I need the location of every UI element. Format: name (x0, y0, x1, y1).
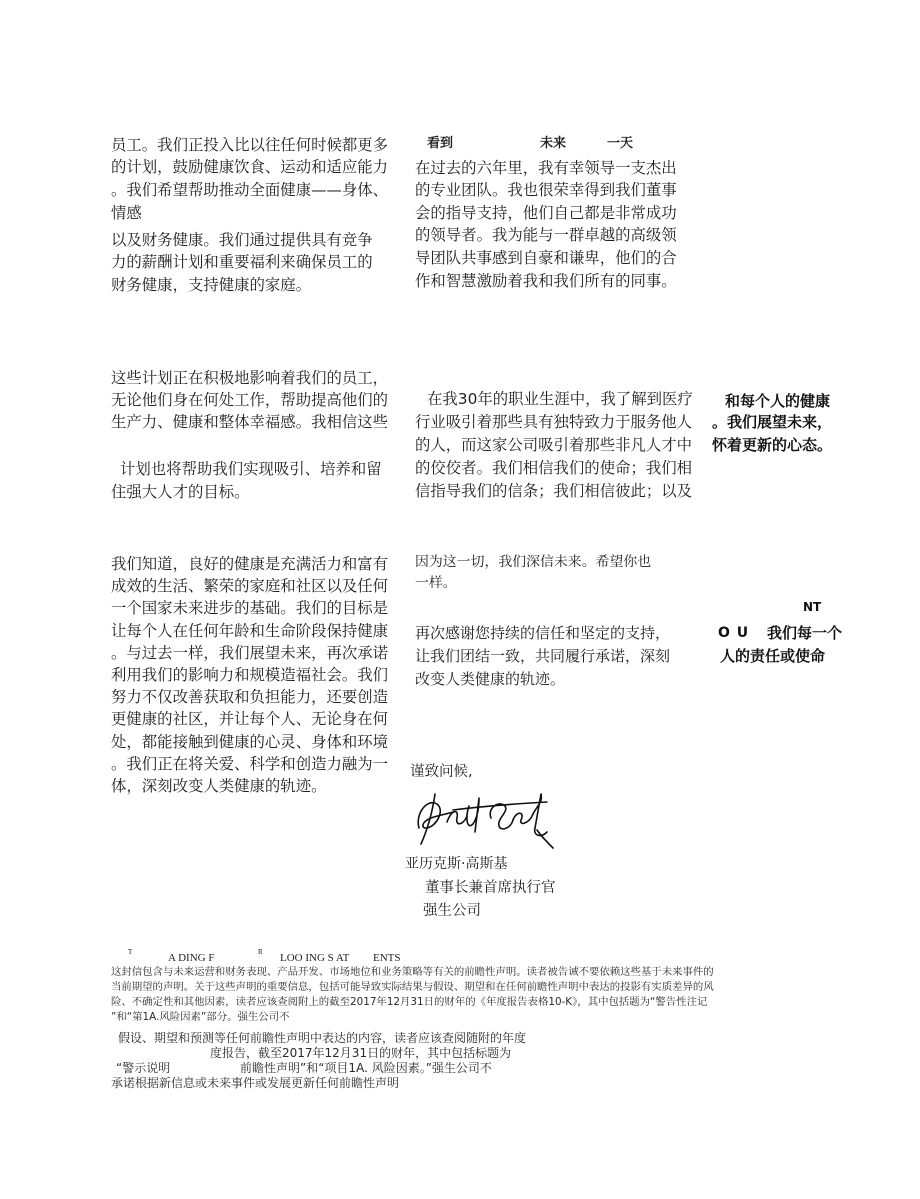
paragraph-line: 的专业团队。我也很荣幸得到我们董事 (415, 181, 677, 200)
signer-title: 董事长兼首席执行官 (425, 880, 556, 896)
left-paragraph-2 (111, 367, 388, 434)
footer-heading-fragment: ENTS (373, 952, 401, 964)
paragraph-line: 一个国家未来进步的基础。我们的目标是 (111, 599, 389, 618)
footer-heading-fragment: R (258, 948, 263, 956)
notice-line: ”和“第1A.风险因素”部分。强生公司不 (111, 1010, 290, 1023)
middle-paragraph-4 (415, 622, 670, 691)
paragraph-line: 计划也将帮助我们实现吸引、培养和留 (120, 459, 382, 478)
paragraph-line: 因为这一切，我们深信未来。希望你也 (415, 553, 652, 570)
paragraph-line: 。与过去一样，我们展望未来，再次承诺 (111, 643, 389, 662)
paragraph-line: 情感 (111, 203, 142, 222)
notice-line: 这封信包含与未来运营和财务表现、产品开发、市场地位和业务策略等有关的前瞻性声明。读者被告诫不要依赖这些基于未来事件的 (111, 965, 714, 978)
paragraph-line: 无论他们身在何处工作，帮助提高他们的 (111, 391, 389, 410)
middle-paragraph-1 (415, 157, 677, 293)
paragraph-line: 作和智慧激励着我和我们所有的同事。 (415, 271, 677, 290)
paragraph-line: 员工。我们正投入比以往任何时候都更多 (111, 135, 389, 154)
paragraph-line: 的人，而这家公司吸引着那些非凡人才中 (415, 435, 693, 454)
pullquote-fragment: NT (803, 600, 822, 614)
letter-closing: 谨致问候, (410, 764, 473, 780)
paragraph-line: 让每个人在任何年龄和生命阶段保持健康 (111, 621, 389, 640)
pullquote-line: 和每个人的健康 (725, 392, 831, 410)
forward-looking-notice (111, 965, 714, 1025)
footer-heading-fragment: LOO ING S AT (280, 952, 350, 964)
notice-line: 险、不确定性和其他因素，读者应该查阅附上的截至2017年12月31日的财年的《年度报告表格10-K》，其中包括题为“警告性注记 (111, 995, 708, 1008)
pullquote-fragment: O U (718, 625, 750, 641)
notice-line: 当前期望的声明。关于这些声明的重要信息，包括可能导致实际结果与假设、期望和在任何前瞻性声明中表达的投影有实质差异的风 (111, 980, 714, 993)
paragraph-line: 我们知道，良好的健康是充满活力和富有 (111, 555, 389, 573)
footer-heading-fragment: A DING F (168, 952, 215, 964)
notice2-line: 假设、期望和预测等任何前瞻性声明中表达的内容，读者应该查阅随附的年度 (118, 1031, 527, 1045)
pullquote-line: 人的责任或使命 (720, 647, 826, 665)
paragraph-line: 的佼佼者。我们相信我们的使命；我们相 (415, 458, 693, 477)
paragraph-line: 信指导我们的信条；我们相信彼此；以及 (415, 481, 693, 500)
paragraph-line: 处，都能接触到健康的心灵、身体和环境 (111, 732, 389, 751)
left-paragraph-2-continued (111, 458, 382, 504)
paragraph-line: 生产力、健康和整体幸福感。我相信这些 (111, 413, 389, 432)
middle-paragraph-3 (415, 552, 651, 594)
paragraph-line: 在我30年的职业生涯中，我了解到医疗 (427, 389, 693, 408)
heading-fragment: 看到 (427, 136, 454, 151)
heading-fragment: 未来 (540, 136, 567, 151)
signer-name: 亚历克斯·高斯基 (405, 856, 508, 872)
paragraph-line: 这些计划正在积极地影响着我们的员工， (111, 369, 389, 387)
signature-icon (413, 788, 555, 850)
paragraph-line: 。我们正在将关爱、科学和创造力融为一 (111, 754, 389, 773)
notice2-line: 度报告，截至2017年12月31日的财年，其中包括标题为 (210, 1046, 512, 1060)
middle-paragraph-2 (415, 388, 693, 503)
signer-company: 强生公司 (423, 903, 481, 919)
paragraph-line: 成效的生活、繁荣的家庭和社区以及任何 (111, 577, 389, 596)
paragraph-line: 行业吸引着那些具有独特致力于服务他人 (415, 412, 693, 431)
pullquote-line: 我们每一个 (767, 624, 843, 642)
notice2-line: 承诺根据新信息或未来事件或发展更新任何前瞻性声明 (111, 1076, 400, 1090)
paragraph-line: 利用我们的影响力和规模造福社会。我们 (111, 666, 389, 685)
paragraph-line: 努力不仅改善获取和负担能力，还要创造 (111, 688, 389, 707)
left-paragraph-3 (111, 553, 388, 797)
footer-heading-fragment: T (128, 948, 133, 956)
left-paragraph-1 (111, 134, 388, 225)
notice2-line: “警示说明 (116, 1061, 171, 1075)
paragraph-line: 会的指导支持，他们自己都是非常成功 (415, 203, 677, 222)
paragraph-line: 再次感谢您持续的信任和坚定的支持， (415, 623, 671, 642)
paragraph-line: 住强大人才的目标。 (111, 482, 250, 501)
pullquote-line: 怀着更新的心态。 (712, 436, 833, 454)
paragraph-line: 让我们团结一致，共同履行承诺，深刻 (415, 646, 671, 665)
paragraph-line: 财务健康，支持健康的家庭。 (111, 276, 312, 294)
left-paragraph-1-continued (111, 229, 373, 297)
paragraph-line: 体，深刻改变人类健康的轨迹。 (111, 777, 327, 796)
paragraph-line: 力的薪酬计划和重要福利来确保员工的 (111, 253, 373, 272)
paragraph-line: 更健康的社区，并让每个人、无论身在何 (111, 710, 389, 729)
pullquote-line: 。我们展望未来， (712, 413, 833, 431)
paragraph-line: 在过去的六年里，我有幸领导一支杰出 (415, 158, 677, 177)
paragraph-line: 。我们希望帮助推动全面健康——身体、 (111, 181, 389, 200)
paragraph-line: 一样。 (415, 574, 457, 591)
heading-fragment: 一天 (607, 136, 634, 151)
paragraph-line: 改变人类健康的轨迹。 (415, 669, 566, 688)
paragraph-line: 的领导者。我为能与一群卓越的高级领 (415, 226, 677, 245)
paragraph-line: 导团队共事感到自豪和谦卑，他们的合 (415, 249, 677, 268)
paragraph-line: 的计划，鼓励健康饮食、运动和适应能力 (111, 158, 389, 177)
notice2-line: 前瞻性声明”和“项目1A. 风险因素。”强生公司不 (240, 1061, 492, 1075)
paragraph-line: 以及财务健康。我们通过提供具有竞争 (111, 230, 373, 249)
